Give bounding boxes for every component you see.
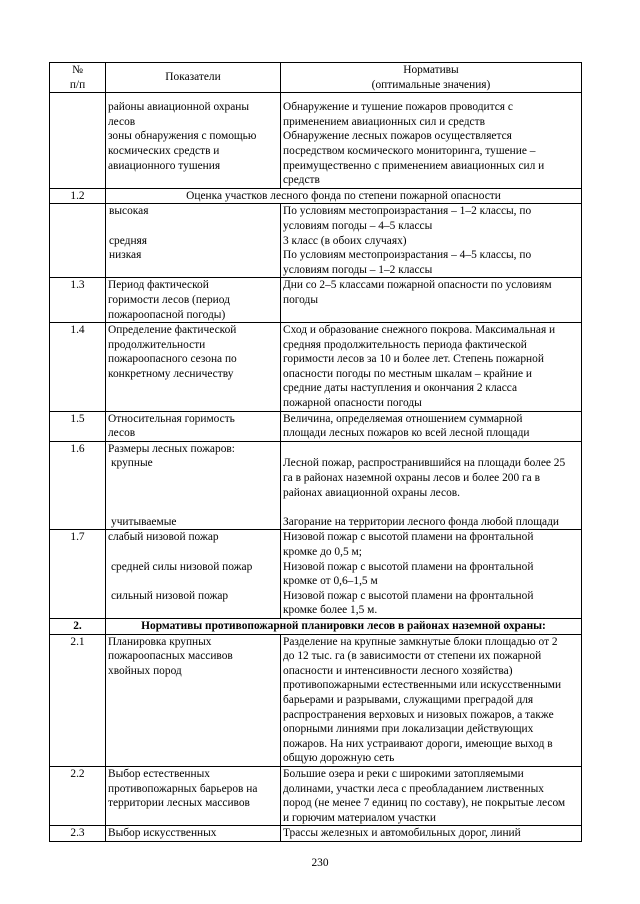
table-row bbox=[50, 826, 582, 842]
section-title: Оценка участков лесного фонда по степени пожарной опасности bbox=[106, 188, 582, 204]
row-norm: Большие озера и реки с широкими затопляемыми долинами, участки леса с преобладанием лиственных пород (не менее 7 единиц по составу), не покрытые лесом и горючим материалом участки bbox=[281, 766, 582, 825]
table-row bbox=[50, 323, 582, 412]
table-row bbox=[50, 204, 582, 278]
table-row bbox=[50, 441, 582, 530]
table-row bbox=[50, 530, 582, 619]
row-indicator: Выбор естественных противопожарных барьеров на территории лесных массивов bbox=[106, 766, 281, 825]
norms-table bbox=[49, 62, 582, 842]
table-row-section bbox=[50, 618, 582, 634]
header-norms: Нормативы (оптимальные значения) bbox=[281, 63, 582, 93]
row-norm: По условиям местопроизрастания – 1–2 классы, по условиям погоды – 4–5 классы 3 класс (в обоих случаях) По условиям местопроизрастания – 4–5 классы, по условиям погоды – 1–2 классы bbox=[281, 204, 582, 278]
table-row bbox=[50, 278, 582, 323]
row-indicator: слабый низовой пожар средней силы низовой пожар сильный низовой пожар bbox=[106, 530, 281, 619]
table-header-row bbox=[50, 63, 582, 93]
row-indicator: Период фактической горимости лесов (период пожароопасной погоды) bbox=[106, 278, 281, 323]
row-indicator: высокая средняя низкая bbox=[106, 204, 281, 278]
row-indicator: Планировка крупных пожароопасных массивов хвойных пород bbox=[106, 634, 281, 766]
row-num: 2.3 bbox=[50, 826, 106, 842]
table-row-section bbox=[50, 188, 582, 204]
header-indicators: Показатели bbox=[106, 63, 281, 93]
row-indicator: Выбор искусственных bbox=[106, 826, 281, 842]
table-row bbox=[50, 766, 582, 825]
row-indicator: районы авиационной охраны лесов зоны обнаружения с помощью космических средств и авиационного тушения bbox=[106, 93, 281, 189]
row-num: 1.2 bbox=[50, 188, 106, 204]
row-norm: Лесной пожар, распространившийся на площади более 25 га в районах наземной охраны лесов и более 200 га в районах авиационной охраны лесов. Загорание на территории лесного фонда любой площади bbox=[281, 441, 582, 530]
row-num: 1.4 bbox=[50, 323, 106, 412]
row-indicator: Определение фактической продолжительности пожароопасного сезона по конкретному лесничеству bbox=[106, 323, 281, 412]
header-num: № п/п bbox=[50, 63, 106, 93]
row-norm: Разделение на крупные замкнутые блоки площадью от 2 до 12 тыс. га (в зависимости от степени их пожарной опасности и интенсивности лесного хозяйства) противопожарными естественными или искусственными барьерами и разрывами, служащими преградой для распространения верховых и низовых пожаров, а также опорными линиями при локализации действующих пожаров. На них устраивают дороги, имеющие выход в общую дорожную сеть bbox=[281, 634, 582, 766]
row-indicator: Относительная горимость лесов bbox=[106, 411, 281, 441]
row-num: 2.1 bbox=[50, 634, 106, 766]
row-num: 2. bbox=[50, 618, 106, 634]
section-title: Нормативы противопожарной планировки лесов в районах наземной охраны: bbox=[106, 618, 582, 634]
table-row bbox=[50, 634, 582, 766]
row-num: 2.2 bbox=[50, 766, 106, 825]
row-norm: Дни со 2–5 классами пожарной опасности по условиям погоды bbox=[281, 278, 582, 323]
row-norm: Величина, определяемая отношением суммарной площади лесных пожаров ко всей лесной площади bbox=[281, 411, 582, 441]
row-num: 1.6 bbox=[50, 441, 106, 530]
row-num bbox=[50, 93, 106, 189]
row-indicator: Размеры лесных пожаров: крупные учитываемые bbox=[106, 441, 281, 530]
row-num: 1.5 bbox=[50, 411, 106, 441]
row-num bbox=[50, 204, 106, 278]
row-norm: Трассы железных и автомобильных дорог, линий bbox=[281, 826, 582, 842]
row-num: 1.7 bbox=[50, 530, 106, 619]
table-row bbox=[50, 93, 582, 189]
page-number: 230 bbox=[311, 857, 329, 869]
row-norm: Обнаружение и тушение пожаров проводится с применением авиационных сил и средств Обнаружение лесных пожаров осуществляется посредством космического мониторинга, тушение – преимущественно с применением авиационных сил и средств bbox=[281, 93, 582, 189]
table-row bbox=[50, 411, 582, 441]
row-norm: Низовой пожар с высотой пламени на фронтальной кромке до 0,5 м; Низовой пожар с высотой пламени на фронтальной кромке от 0,6–1,5 м Низовой пожар с высотой пламени на фронтальной кромке более 1,5 м. bbox=[281, 530, 582, 619]
row-num: 1.3 bbox=[50, 278, 106, 323]
row-norm: Сход и образование снежного покрова. Максимальная и средняя продолжительность периода фактической горимости лесов за 10 и более лет. Степень пожарной опасности погоды по местным шкалам – крайние и средние даты наступления и окончания 2 класса пожарной опасности погоды bbox=[281, 323, 582, 412]
